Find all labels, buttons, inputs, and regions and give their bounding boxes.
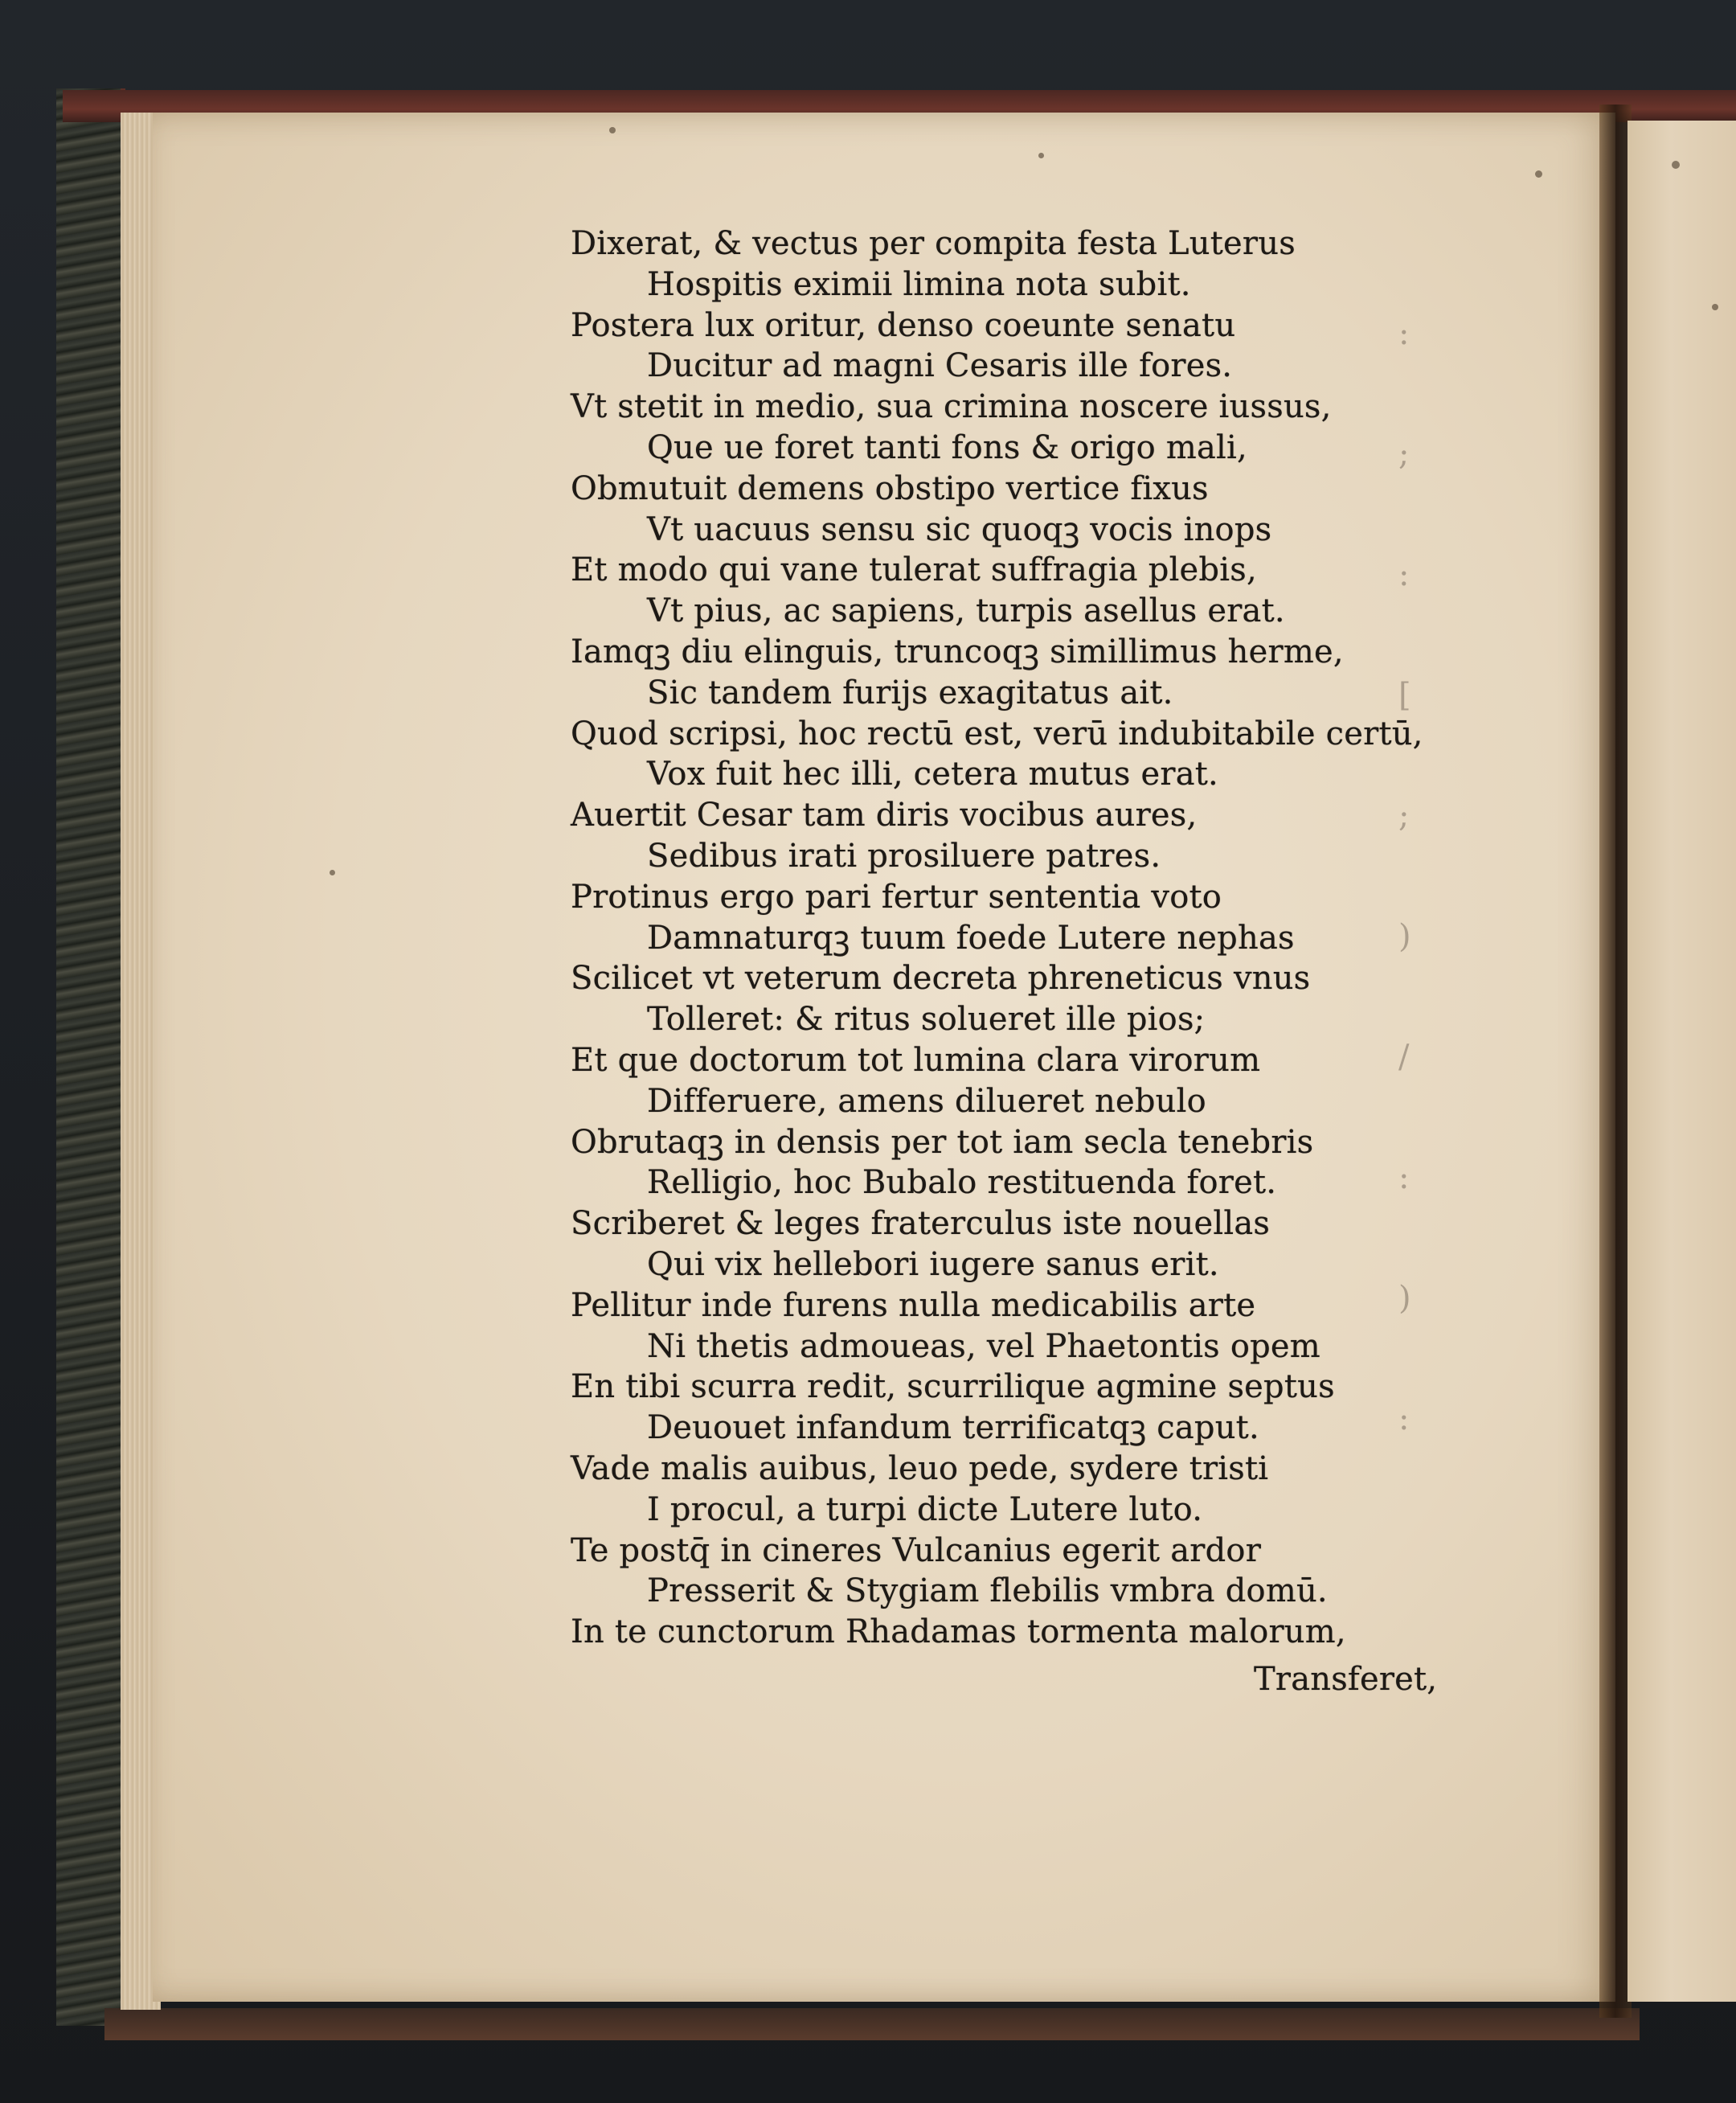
verse-line: Obrutaqꝫ in densis per tot iam secla tenebris [571, 1123, 1314, 1161]
cover-bottom-edge [104, 2008, 1640, 2040]
marbled-binding-edge [56, 88, 125, 2026]
verse-line: In te cunctorum Rhadamas tormenta malorum, [571, 1613, 1346, 1651]
verse-line: Quod scripsi, hoc rectū est, verū indubitabile certū, [571, 715, 1423, 752]
verse-line: Differuere, amens dilueret nebulo [647, 1082, 1206, 1120]
ink-spot [1712, 304, 1718, 310]
ink-spot [1038, 153, 1044, 158]
verse-line: Ducitur ad magni Cesaris ille fores. [647, 347, 1233, 385]
verse-line: Vade malis auibus, leuo pede, sydere tristi [571, 1449, 1269, 1487]
verse-line: Tolleret: & ritus solueret ille pios; [647, 1001, 1206, 1039]
ink-spot [1535, 170, 1542, 178]
verse-line: Vox fuit hec illi, cetera mutus erat. [647, 756, 1218, 793]
verse-line: Scriberet & leges fraterculus iste nouellas [571, 1205, 1271, 1243]
ink-spot [330, 870, 335, 875]
verse-line: Vt pius, ac sapiens, turpis asellus erat. [647, 592, 1285, 630]
recto-page-edge [1628, 121, 1736, 2002]
ink-spot [609, 127, 616, 133]
verse-line: I procul, a turpi dicte Lutere luto. [647, 1490, 1203, 1528]
verse-line: Scilicet vt veterum decreta phreneticus vnus [571, 960, 1311, 998]
ink-spot [1672, 161, 1680, 169]
verse-line: Relligio, hoc Bubalo restituenda foret. [647, 1164, 1277, 1202]
verse-line: Sedibus irati prosiluere patres. [647, 837, 1161, 875]
verse-line: Ni thetis admoueas, vel Phaetontis opem [647, 1327, 1320, 1365]
gutter-shadow [1599, 105, 1632, 2018]
verse-line: Iamqꝫ diu elinguis, truncoqꝫ simillimus herme, [571, 633, 1344, 670]
verse-line: Auertit Cesar tam diris vocibus aures, [571, 797, 1198, 834]
poem-text [571, 223, 1479, 1700]
verse-line: Postera lux oritur, denso coeunte senatu [571, 306, 1236, 344]
verse-line: Et modo qui vane tulerat suffragia plebis, [571, 551, 1257, 589]
verse-line: Deuouet infandum terrificatqꝫ caput. [647, 1409, 1259, 1447]
verse-line: Et que doctorum tot lumina clara virorum [571, 1041, 1261, 1079]
verse-line: Te postq̄ in cineres Vulcanius egerit ardor [571, 1531, 1262, 1569]
catchword: Transferet, [1254, 1660, 1438, 1698]
verse-line: Damnaturqꝫ tuum foede Lutere nephas [647, 919, 1295, 957]
verse-line: Pellitur inde furens nulla medicabilis arte [571, 1286, 1256, 1324]
verse-line: Vt stetit in medio, sua crimina noscere iussus, [571, 388, 1332, 426]
verse-line: En tibi scurra redit, scurrilique agmine septus [571, 1368, 1335, 1406]
verse-line: Presserit & Stygiam flebilis vmbra domū. [647, 1572, 1328, 1610]
verse-line: Dixerat, & vectus per compita festa Luterus [571, 225, 1296, 262]
verse-line: Protinus ergo pari fertur sententia voto [571, 878, 1222, 916]
verse-line: Vt uacuus sensu sic quoqꝫ vocis inops [647, 510, 1272, 548]
verse-line: Sic tandem furijs exagitatus ait. [647, 674, 1173, 711]
show-through-marks: : ; : [ ; ) / : ) : [1398, 315, 1411, 1437]
verse-line: Que ue foret tanti fons & origo mali, [647, 428, 1247, 466]
verse-line: Qui vix hellebori iugere sanus erit. [647, 1245, 1219, 1283]
verse-line: Hospitis eximii limina nota subit. [647, 265, 1191, 303]
verse-line: Obmutuit demens obstipo vertice fixus [571, 469, 1209, 507]
